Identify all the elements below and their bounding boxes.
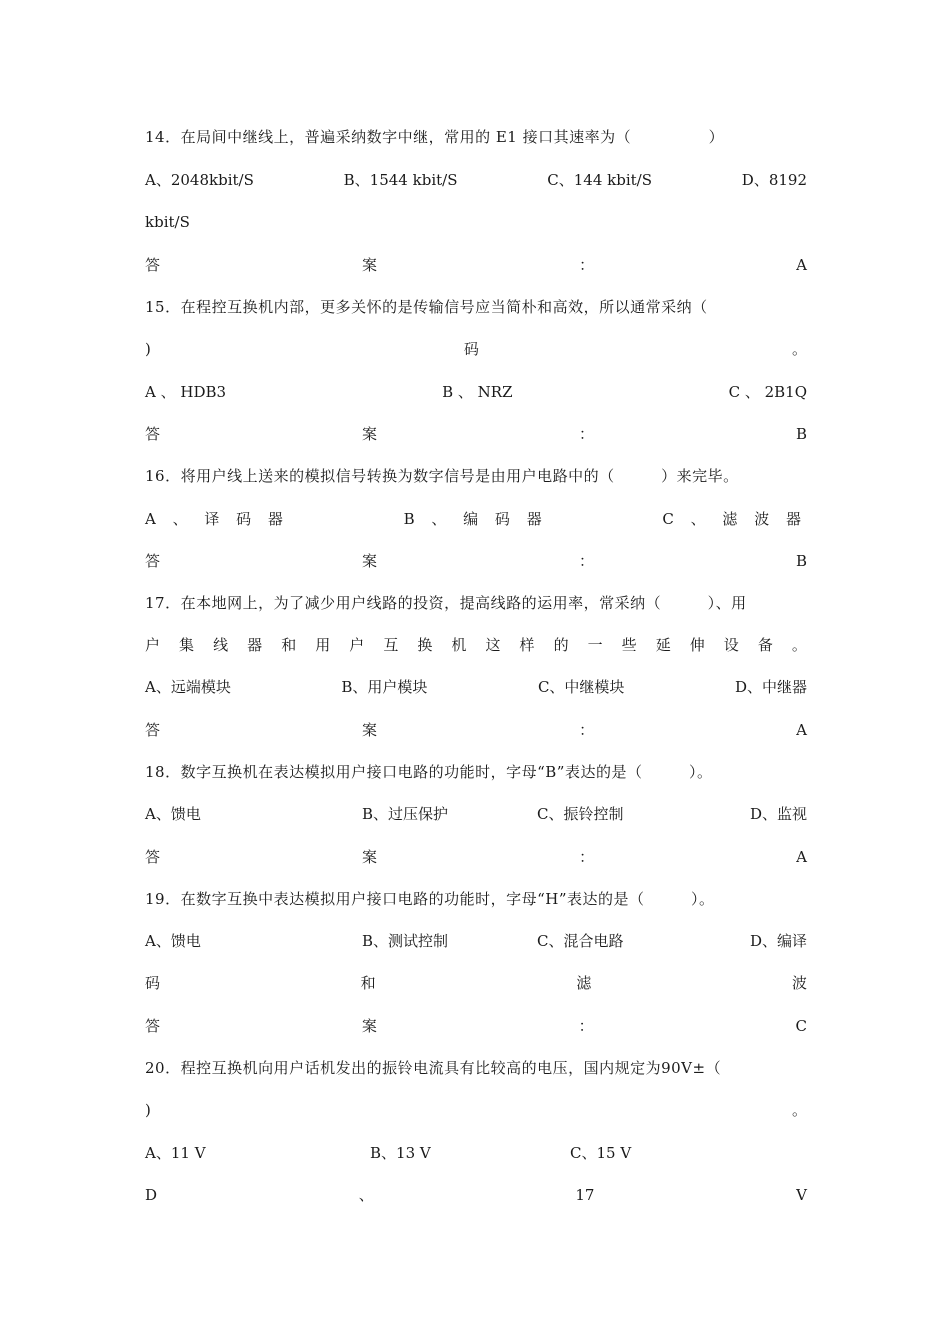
option-d: D、监视 bbox=[749, 805, 807, 823]
question-15-options bbox=[145, 381, 807, 403]
overflow-char: V bbox=[796, 1186, 807, 1204]
question-15-stem-cont bbox=[145, 338, 807, 360]
stem-char: 器 bbox=[247, 636, 263, 654]
overflow-char: 码 bbox=[145, 974, 161, 992]
question-14-option-overflow: kbit/S bbox=[145, 213, 190, 231]
question-20-stem-cont bbox=[145, 1099, 807, 1121]
question-15-answer bbox=[145, 423, 807, 445]
answer-char: 案 bbox=[361, 1017, 377, 1035]
option-a: A 、 HDB3 bbox=[145, 383, 227, 401]
stem-char: 伸 bbox=[689, 636, 705, 654]
answer-value: C bbox=[795, 1017, 807, 1035]
question-14-answer bbox=[145, 254, 807, 276]
stem-char: ) bbox=[145, 340, 151, 358]
option-d: D、中继器 bbox=[734, 678, 807, 696]
option-b: B、用户模块 bbox=[341, 678, 428, 696]
question-20-options bbox=[145, 1142, 807, 1164]
question-19-answer bbox=[145, 1015, 807, 1037]
question-19-option-overflow bbox=[145, 972, 807, 994]
option-c: C、15 V bbox=[570, 1144, 632, 1162]
answer-char: 答 bbox=[145, 425, 161, 443]
option-a: A、11 V bbox=[145, 1144, 206, 1162]
stem-char: 集 bbox=[179, 636, 195, 654]
overflow-char: 17 bbox=[575, 1186, 595, 1204]
question-20-stem: 20．程控互换机向用户话机发出的振铃电流具有比较高的电压，国内规定为90V±（ bbox=[145, 1059, 722, 1077]
question-17-stem-cont bbox=[145, 634, 807, 656]
option-b: B 、 编 码 器 bbox=[403, 510, 548, 528]
stem-char: 。 bbox=[791, 1101, 807, 1119]
stem-char: 些 bbox=[621, 636, 637, 654]
overflow-char: 滤 bbox=[576, 974, 592, 992]
stem-char: 延 bbox=[655, 636, 671, 654]
option-b: B、13 V bbox=[370, 1144, 431, 1162]
stem-char: 互 bbox=[383, 636, 399, 654]
option-b: B 、 NRZ bbox=[442, 383, 513, 401]
overflow-char: 、 bbox=[358, 1186, 374, 1204]
option-a: A、馈电 bbox=[145, 805, 201, 823]
option-c: C 、 滤 波 器 bbox=[662, 510, 807, 528]
answer-char: ： bbox=[579, 721, 595, 739]
option-a: A 、 译 码 器 bbox=[145, 510, 289, 528]
option-c: C、混合电路 bbox=[537, 932, 624, 950]
answer-char: 案 bbox=[362, 721, 378, 739]
stem-char: 备 bbox=[757, 636, 773, 654]
question-18-answer bbox=[145, 846, 807, 868]
question-14-stem: 14．在局间中继线上，普遍采纳数字中继，常用的 E1 接口其速率为（ ） bbox=[145, 128, 725, 146]
answer-value: A bbox=[796, 256, 807, 274]
answer-char: 答 bbox=[145, 848, 161, 866]
stem-char: 设 bbox=[723, 636, 739, 654]
answer-char: ： bbox=[578, 552, 594, 570]
question-19-options bbox=[145, 930, 807, 952]
stem-char: 一 bbox=[587, 636, 603, 654]
answer-char: ： bbox=[578, 425, 594, 443]
stem-char: 。 bbox=[791, 636, 807, 654]
stem-char: 码 bbox=[463, 340, 479, 358]
answer-char: 案 bbox=[362, 256, 378, 274]
answer-char: 答 bbox=[145, 256, 161, 274]
stem-char: 。 bbox=[791, 340, 807, 358]
option-c: C、振铃控制 bbox=[537, 805, 624, 823]
stem-char: 样 bbox=[519, 636, 535, 654]
option-d: D、8192 bbox=[741, 171, 807, 189]
question-18-options bbox=[145, 803, 807, 825]
stem-char: 和 bbox=[281, 636, 297, 654]
stem-char: 线 bbox=[213, 636, 229, 654]
question-14-options bbox=[145, 169, 807, 191]
option-a: A、馈电 bbox=[145, 932, 201, 950]
option-c: C、144 kbit/S bbox=[547, 171, 652, 189]
answer-char: 案 bbox=[361, 425, 377, 443]
question-20-option-overflow bbox=[145, 1184, 807, 1206]
stem-char: ) bbox=[145, 1101, 151, 1119]
answer-value: A bbox=[796, 848, 807, 866]
answer-char: 答 bbox=[145, 1017, 161, 1035]
option-b: B、过压保护 bbox=[362, 805, 449, 823]
answer-char: 案 bbox=[361, 552, 377, 570]
option-a: A、远端模块 bbox=[145, 678, 231, 696]
question-15-stem: 15．在程控互换机内部，更多关怀的是传输信号应当简朴和高效，所以通常采纳（ bbox=[145, 298, 708, 316]
question-19-stem: 19．在数字互换中表达模拟用户接口电路的功能时，字母“H”表达的是（ ）。 bbox=[145, 890, 715, 908]
option-d: D、编译 bbox=[749, 932, 807, 950]
overflow-char: 和 bbox=[360, 974, 376, 992]
answer-char: ： bbox=[579, 256, 595, 274]
answer-value: B bbox=[795, 552, 807, 570]
stem-char: 户 bbox=[145, 636, 161, 654]
question-17-answer bbox=[145, 719, 807, 741]
answer-char: 案 bbox=[362, 848, 378, 866]
stem-char: 户 bbox=[349, 636, 365, 654]
option-a: A、2048kbit/S bbox=[145, 171, 254, 189]
overflow-char: 波 bbox=[791, 974, 807, 992]
question-17-stem: 17．在本地网上，为了减少用户线路的投资，提高线路的运用率，常采纳（ ）、用 bbox=[145, 594, 747, 612]
stem-char: 换 bbox=[417, 636, 433, 654]
stem-char: 的 bbox=[553, 636, 569, 654]
question-16-stem: 16．将用户线上送来的模拟信号转换为数字信号是由用户电路中的（ ）来完毕。 bbox=[145, 467, 739, 485]
stem-char: 用 bbox=[315, 636, 331, 654]
option-b: B、1544 kbit/S bbox=[343, 171, 458, 189]
answer-value: B bbox=[795, 425, 807, 443]
answer-value: A bbox=[796, 721, 807, 739]
question-16-answer bbox=[145, 550, 807, 572]
option-c: C 、 2B1Q bbox=[728, 383, 807, 401]
stem-char: 这 bbox=[485, 636, 501, 654]
answer-char: 答 bbox=[145, 552, 161, 570]
option-b: B、测试控制 bbox=[362, 932, 449, 950]
question-17-options bbox=[145, 676, 807, 698]
stem-char: 机 bbox=[451, 636, 467, 654]
answer-char: ： bbox=[578, 1017, 594, 1035]
answer-char: 答 bbox=[145, 721, 161, 739]
answer-char: ： bbox=[579, 848, 595, 866]
question-18-stem: 18．数字互换机在表达模拟用户接口电路的功能时，字母“B”表达的是（ ）。 bbox=[145, 763, 713, 781]
overflow-char: D bbox=[145, 1186, 158, 1204]
question-16-options bbox=[145, 508, 807, 530]
option-c: C、中继模块 bbox=[537, 678, 625, 696]
